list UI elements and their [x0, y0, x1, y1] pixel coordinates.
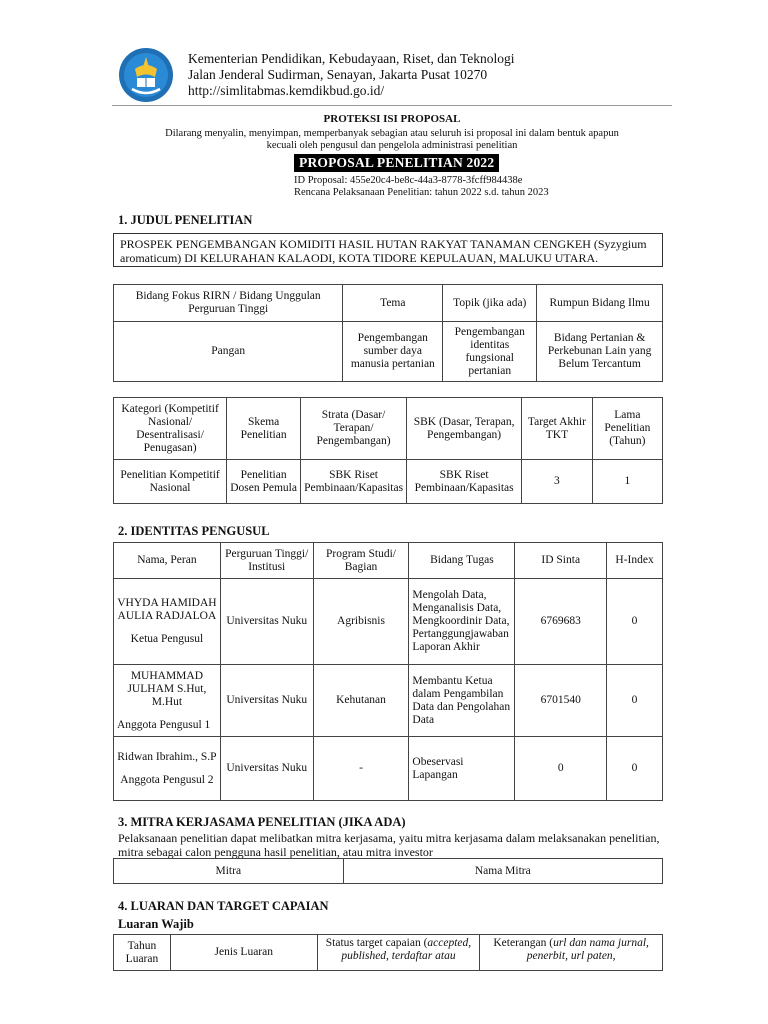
- table-cell: SBK Riset Pembinaan/Kapasitas: [301, 460, 407, 504]
- status-header-italic: accepted, published, terdaftar atau: [341, 937, 472, 962]
- protection-line-1: Dilarang menyalin, menyimpan, memperbanyak sebagian atau seluruh isi proposal ini dalam bentuk apapun: [165, 127, 619, 139]
- letterhead-text: [188, 51, 514, 99]
- status-header-prefix: Status target capaian (: [325, 937, 428, 949]
- table-row: [114, 579, 663, 665]
- output-table: [113, 934, 663, 971]
- table-cell: Pengembangan identitas fungsional pertanian: [443, 322, 537, 382]
- table-cell: Bidang Pertanian & Perkebunan Lain yang Belum Tercantum: [537, 322, 663, 382]
- table-header-cell: Lama Penelitian (Tahun): [592, 398, 662, 460]
- focus-table: [113, 284, 663, 382]
- table-header-cell: Bidang Tugas: [409, 543, 515, 579]
- table-cell: SBK Riset Pembinaan/Kapasitas: [407, 460, 522, 504]
- proposer-role: Ketua Pengusul: [130, 633, 204, 645]
- note-header-prefix: Keterangan (: [493, 937, 554, 949]
- protection-title: PROTEKSI ISI PROPOSAL: [323, 113, 461, 125]
- proposer-role: Anggota Pengusul 2: [120, 773, 214, 786]
- section-3-heading: 3. MITRA KERJASAMA PENELITIAN (JIKA ADA): [118, 815, 406, 829]
- ministry-name: Kementerian Pendidikan, Kebudayaan, Riset, dan Teknologi: [188, 51, 515, 66]
- header-divider: [112, 105, 672, 106]
- partner-table: [113, 858, 663, 884]
- proposer-name: MUHAMMAD JULHAM S.Hut, M.Hut: [127, 669, 207, 708]
- table-cell: Membantu Ketua dalam Pengambilan Data dan Pengolahan Data: [409, 665, 515, 737]
- category-table: [113, 397, 663, 504]
- table-cell: Pengembangan sumber daya manusia pertanian: [343, 322, 443, 382]
- table-row: [114, 737, 663, 801]
- table-cell: Penelitian Kompetitif Nasional: [114, 460, 227, 504]
- table-cell: Penelitian Dosen Pemula: [227, 460, 301, 504]
- table-cell: 0: [515, 737, 607, 801]
- research-title-box: PROSPEK PENGEMBANGAN KOMIDITI HASIL HUTAN RAKYAT TANAMAN CENGKEH (Syzygium aromaticum) DI KELURAHAN KALAODI, KOTA TIDORE KEPULAUAN, MALUKU UTARA.: [113, 233, 663, 267]
- protection-notice: [112, 113, 672, 153]
- table-header-cell: Topik (jika ada): [443, 285, 537, 322]
- table-row: [114, 460, 663, 504]
- table-cell: [114, 737, 221, 801]
- ministry-address: Jalan Jenderal Sudirman, Senayan, Jakarta Pusat 10270: [188, 67, 488, 82]
- table-cell: Kehutanan: [313, 665, 409, 737]
- table-header-cell: Rumpun Bidang Ilmu: [537, 285, 663, 322]
- proposer-name: VHYDA HAMIDAH AULIA RADJALOA: [117, 597, 217, 622]
- table-header-cell: Kategori (Kompetitif Nasional/ Desentralisasi/ Penugasan): [114, 398, 227, 460]
- proposer-table: [113, 542, 663, 801]
- table-cell: 0: [607, 665, 663, 737]
- table-cell: 1: [592, 460, 662, 504]
- table-header-cell: H-Index: [607, 543, 663, 579]
- proposer-role: Anggota Pengusul 1: [117, 718, 211, 731]
- tut-wuri-handayani-emblem-icon: [118, 47, 174, 103]
- table-cell: Agribisnis: [313, 579, 409, 665]
- table-header-cell: Bidang Fokus RIRN / Bidang Unggulan Perguruan Tinggi: [114, 285, 343, 322]
- table-header-cell: Skema Penelitian: [227, 398, 301, 460]
- table-header-cell: ID Sinta: [515, 543, 607, 579]
- table-header-cell: Mitra: [114, 859, 344, 884]
- table-header-cell: Tahun Luaran: [114, 935, 171, 971]
- table-cell: [114, 579, 221, 665]
- table-header-cell: Strata (Dasar/ Terapan/ Pengembangan): [301, 398, 407, 460]
- ministry-url[interactable]: http://simlitabmas.kemdikbud.go.id/: [188, 83, 385, 98]
- table-header-cell: Target Akhir TKT: [522, 398, 593, 460]
- table-cell: Universitas Nuku: [220, 579, 313, 665]
- table-header-cell: [480, 935, 663, 971]
- table-cell: 6769683: [515, 579, 607, 665]
- table-row: [114, 665, 663, 737]
- table-cell: -: [313, 737, 409, 801]
- table-cell: Mengolah Data, Menganalisis Data, Mengkoordinir Data, Pertanggungjawaban Laporan Akhir: [409, 579, 515, 665]
- table-row: [114, 322, 663, 382]
- table-cell: Universitas Nuku: [220, 665, 313, 737]
- proposer-name: Ridwan Ibrahim., S.P: [117, 750, 217, 763]
- table-header-cell: Program Studi/ Bagian: [313, 543, 409, 579]
- note-header-italic: url dan nama jurnal, penerbit, url paten,: [526, 937, 649, 962]
- table-header-cell: SBK (Dasar, Terapan, Pengembangan): [407, 398, 522, 460]
- table-cell: Obeservasi Lapangan: [409, 737, 515, 801]
- table-header-cell: [317, 935, 480, 971]
- partner-description: Pelaksanaan penelitian dapat melibatkan mitra kerjasama, yaitu mitra kerjasama dalam melaksanakan penelitian, mitra sebagai calon pengguna hasil penelitian, atau mitra investor: [118, 831, 660, 859]
- table-header-cell: Nama Mitra: [343, 859, 662, 884]
- protection-line-2: kecuali oleh pengusul dan pengelola administrasi penelitian: [266, 140, 518, 151]
- table-cell: 0: [607, 579, 663, 665]
- table-row: [114, 543, 663, 579]
- proposal-banner: PROPOSAL PENELITIAN 2022: [294, 154, 499, 172]
- table-header-cell: Jenis Luaran: [170, 935, 317, 971]
- table-cell: Universitas Nuku: [220, 737, 313, 801]
- section-4-heading: 4. LUARAN DAN TARGET CAPAIAN: [118, 899, 329, 913]
- table-row: [114, 935, 663, 971]
- table-row: [114, 285, 663, 322]
- proposal-plan: Rencana Pelaksanaan Penelitian: tahun 2022 s.d. tahun 2023: [294, 186, 549, 198]
- mandatory-output-subheading: Luaran Wajib: [118, 917, 194, 931]
- proposal-id: ID Proposal: 455e20c4-be8c-44a3-8778-3fcff984438e: [294, 175, 523, 186]
- table-cell: 3: [522, 460, 593, 504]
- section-1-heading: 1. JUDUL PENELITIAN: [118, 213, 253, 227]
- table-cell: 0: [607, 737, 663, 801]
- table-cell: [114, 665, 221, 737]
- table-cell: 6701540: [515, 665, 607, 737]
- section-2-heading: 2. IDENTITAS PENGUSUL: [118, 524, 270, 538]
- table-row: [114, 398, 663, 460]
- table-row: [114, 859, 663, 884]
- table-cell: Pangan: [114, 322, 343, 382]
- table-header-cell: Perguruan Tinggi/ Institusi: [220, 543, 313, 579]
- table-header-cell: Tema: [343, 285, 443, 322]
- proposal-info: [294, 175, 549, 198]
- table-header-cell: Nama, Peran: [114, 543, 221, 579]
